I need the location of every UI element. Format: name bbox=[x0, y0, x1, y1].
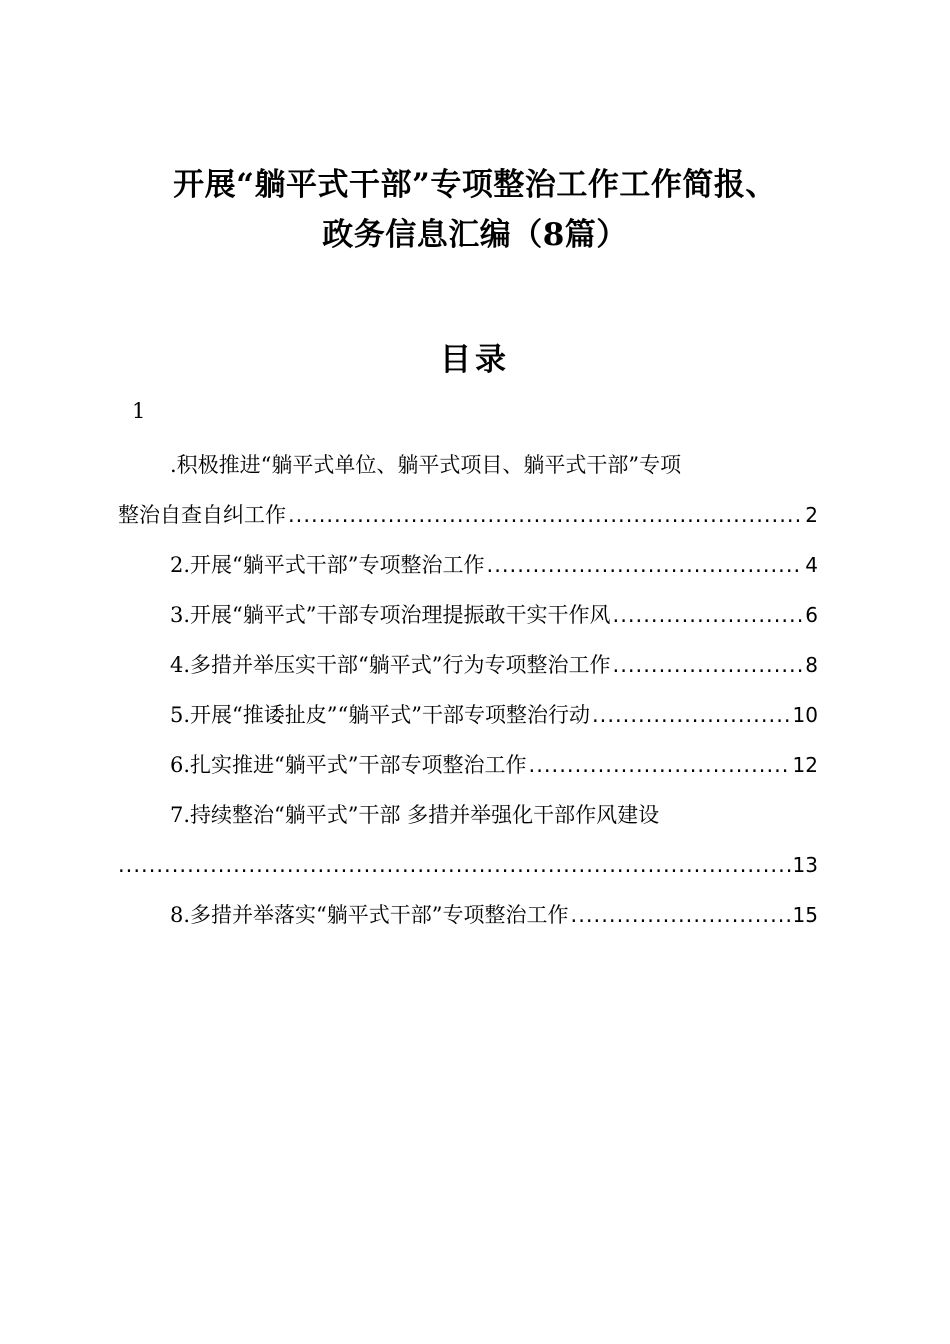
toc-entry-2-page: 4 bbox=[805, 553, 818, 577]
toc-entry-1-title-line-2: 整治自查自纠工作 bbox=[118, 503, 286, 527]
toc-entry-1-page: 2 bbox=[805, 503, 818, 527]
toc-entry-5-title: 5.开展“推诿扯皮”“躺平式”干部专项整治行动 bbox=[170, 703, 590, 727]
table-of-contents bbox=[118, 440, 818, 940]
toc-entry-5[interactable] bbox=[118, 690, 818, 740]
dot-leader bbox=[613, 640, 804, 690]
toc-entry-6-page: 12 bbox=[792, 753, 818, 777]
toc-entry-4-page: 8 bbox=[805, 653, 818, 677]
toc-entry-4-title: 4.多措并举压实干部“躺平式”行为专项整治工作 bbox=[170, 653, 611, 677]
toc-entry-8-title: 8.多措并举落实“躺平式干部”专项整治工作 bbox=[170, 903, 569, 927]
toc-entry-8-page: 15 bbox=[792, 903, 818, 927]
toc-entry-5-page: 10 bbox=[792, 703, 818, 727]
dot-leader bbox=[571, 890, 791, 940]
dot-leader bbox=[118, 840, 791, 890]
toc-entry-6-title: 6.扎实推进“躺平式”干部专项整治工作 bbox=[170, 753, 527, 777]
toc-entry-3-title: 3.开展“躺平式”干部专项治理提振敢干实干作风 bbox=[170, 603, 611, 627]
document-title-line-2: 政务信息汇编（8篇） bbox=[322, 217, 628, 253]
dot-leader bbox=[592, 690, 791, 740]
dot-leader bbox=[487, 540, 804, 590]
toc-entry-1[interactable] bbox=[118, 440, 818, 540]
toc-entry-3-page: 6 bbox=[805, 603, 818, 627]
toc-heading: 目录 bbox=[440, 342, 510, 378]
toc-entry-7[interactable] bbox=[118, 790, 818, 890]
dot-leader bbox=[613, 590, 804, 640]
toc-entry-4[interactable] bbox=[118, 640, 818, 690]
list-number: 1 bbox=[132, 399, 146, 423]
dot-leader bbox=[529, 740, 791, 790]
document-title-line-1: 开展“躺平式干部”专项整治工作工作简报、 bbox=[173, 167, 777, 203]
toc-entry-7-page: 13 bbox=[792, 853, 818, 877]
toc-entry-2[interactable] bbox=[118, 540, 818, 590]
toc-entry-2-title: 2.开展“躺平式干部”专项整治工作 bbox=[170, 553, 485, 577]
toc-entry-7-title: 7.持续整治“躺平式”干部 多措并举强化干部作风建设 bbox=[170, 803, 660, 827]
toc-entry-3[interactable] bbox=[118, 590, 818, 640]
toc-entry-1-title-line-1: .积极推进“躺平式单位、躺平式项目、躺平式干部”专项 bbox=[170, 453, 682, 477]
dot-leader bbox=[288, 490, 803, 540]
toc-entry-6[interactable] bbox=[118, 740, 818, 790]
toc-entry-8[interactable] bbox=[118, 890, 818, 940]
